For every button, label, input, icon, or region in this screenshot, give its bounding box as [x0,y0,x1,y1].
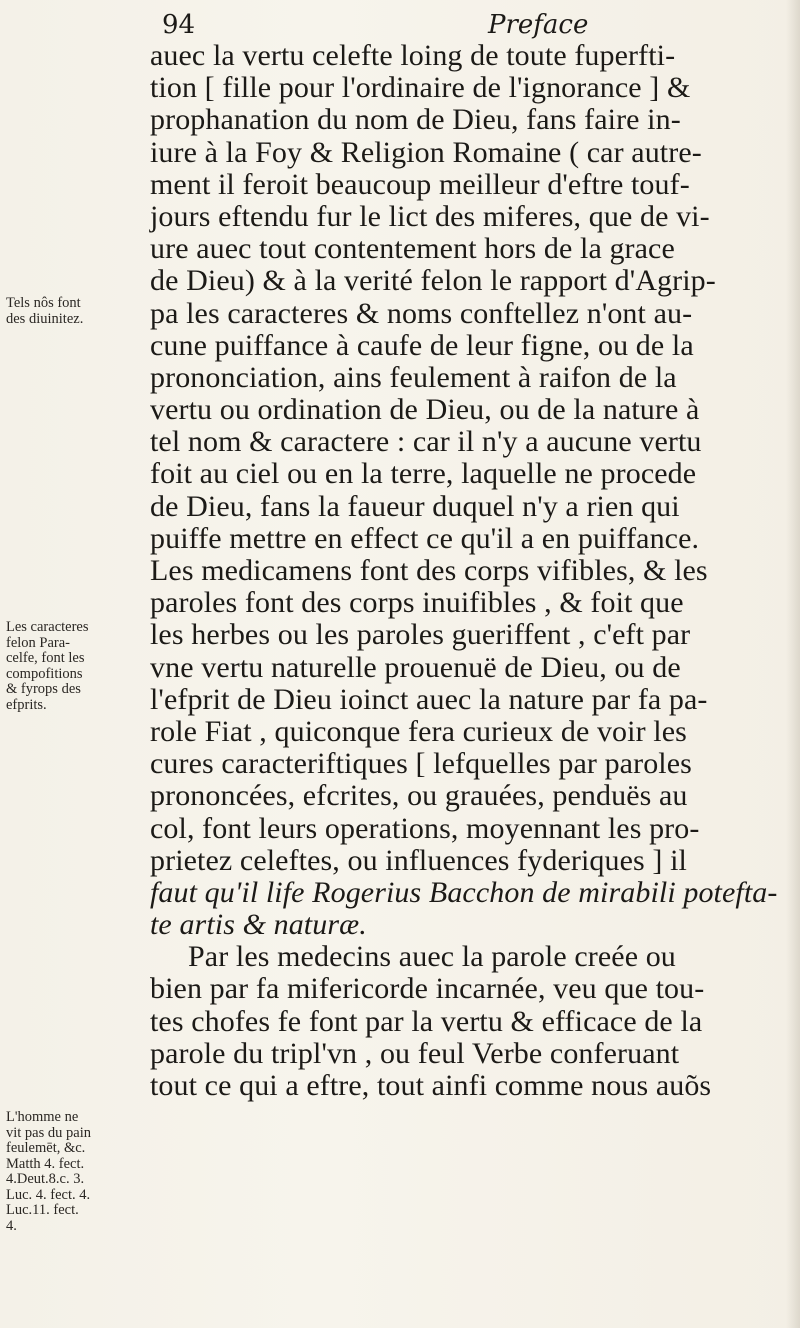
text-line-citation: faut qu'il life Rogerius Bacchon de mirabili poteftа- [150,875,778,909]
text-line: jours eftendu fur le lict des miferes, que de vi- [150,199,710,233]
text-line: de Dieu) & à la verité felon le rapport d'Agrip- [150,264,716,298]
text-line: tion [ fille pour l'ordinaire de l'ignorance ] & [150,71,691,105]
text-line: cune puiffance à caufe de leur figne, ou de la [150,328,694,362]
text-line: vne vertu naturelle prouenuë de Dieu, ou de [150,650,681,684]
running-title: Preface [488,10,589,40]
body-text [150,40,790,1102]
page-number: 94 [162,10,196,40]
text-line: col, font leurs operations, moyennant les pro- [150,811,700,845]
text-line: de Dieu, fans la faueur duquel n'y a rien qui [150,489,680,523]
margin-note-paracelsus: Les caracteres felon Para- celfe, font les compofitions & fyrops des efprits. [6,619,89,713]
text-line: prietez celeftes, ou influences fyderiques ] il [150,843,687,877]
text-line: tes chofes fe font par la vertu & efficace de la [150,1004,703,1038]
text-line: paroles font des corps inuifibles , & foit que [150,586,684,620]
text-line: vertu ou ordination de Dieu, ou de la nature à [150,393,700,427]
text-line: role Fiat , quiconque fera curieux de voir les [150,714,687,748]
text-line: foit au ciel ou en la terre, laquelle ne procede [150,457,697,491]
margin-note-scripture-refs: L'homme ne vit pas du pain feulemēt, &c. Matth 4. fect. 4.Deut.8.c. 3. Luc. 4. fect. 4. Luc.11. fect. 4. [6,1109,91,1234]
text-line: parole du tripl'vn , ou feul Verbe conferuant [150,1036,680,1070]
text-line: cures caracteriftiques [ lefquelles par paroles [150,747,692,781]
text-line-citation: te artis & naturæ. [150,908,367,942]
text-line: Les medicamens font des corps vifibles, & les [150,554,708,587]
text-line: iure à la Foy & Religion Romaine ( car autre- [150,135,702,169]
text-line-paragraph-start: Par les medecins auec la parole creée ou [188,940,676,974]
text-line: ure auec tout contentement hors de la grace [150,232,675,266]
text-line: ment il feroit beaucoup meilleur d'eftre touf- [150,167,690,201]
text-line: tel nom & caractere : car il n'y a aucune vertu [150,425,702,459]
text-line: puiffe mettre en effect ce qu'il a en puiffance. [150,521,700,555]
text-line: les herbes ou les paroles gueriffent , c'eft par [150,618,691,652]
text-line: prophanation du nom de Dieu, fans faire in- [150,103,681,137]
text-line: tout ce qui a eftre, tout ainfi comme nous auõs [150,1069,712,1102]
text-line: auec la vertu celefte loing de toute fuperfti- [150,39,676,72]
text-line: l'efprit de Dieu ioinct auec la nature par fa pa- [150,682,708,716]
text-line: prononcées, efcrites, ou grauées, penduës au [150,779,688,813]
text-line: prononciation, ains feulement à raifon de la [150,360,677,394]
margin-note-divinities: Tels nôs font des diuinitez. [6,295,84,327]
text-line: pa les caracteres & noms conftellez n'ont au- [150,296,693,330]
text-line: bien par fa mifericorde incarnée, veu que tou- [150,972,705,1006]
